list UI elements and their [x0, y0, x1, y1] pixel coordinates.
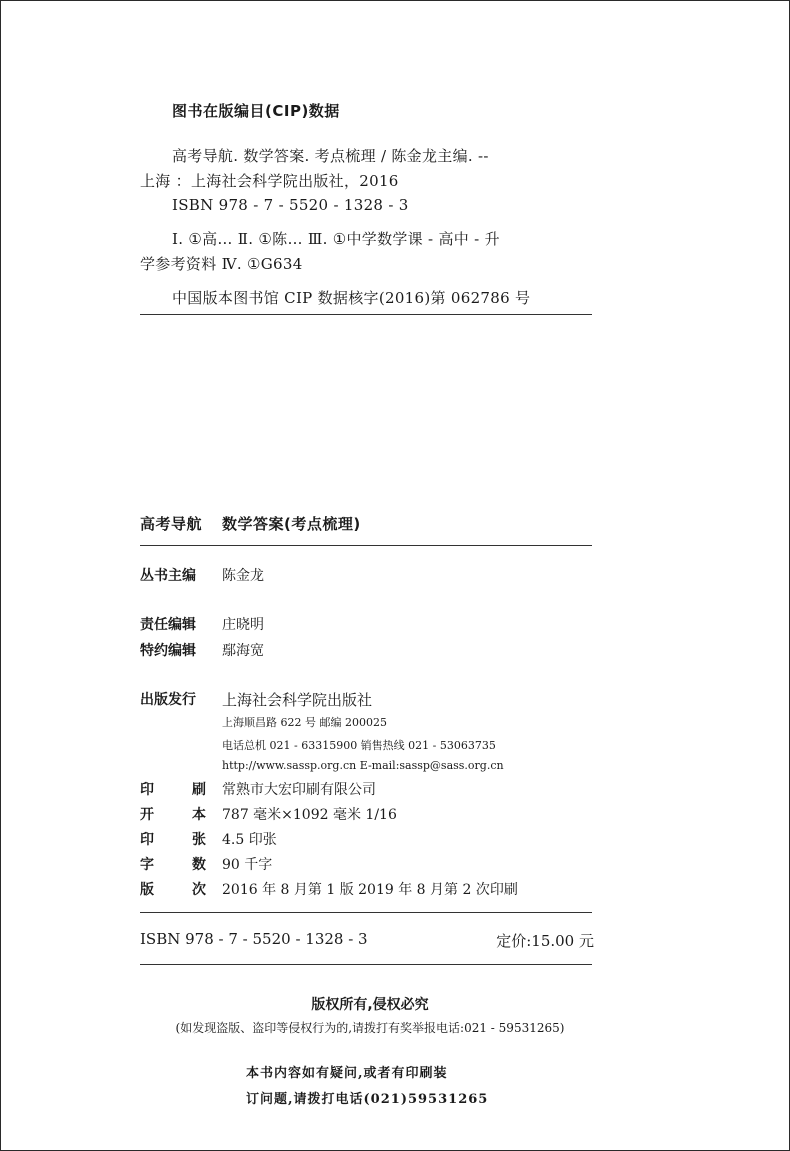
- publisher-web: http://www.sassp.org.cn E-mail:sassp@sass.org.cn: [222, 759, 504, 772]
- printer-label: [140, 779, 206, 799]
- footer-isbn: ISBN 978 - 7 - 5520 - 1328 - 3: [140, 930, 368, 948]
- cip-isbn: ISBN 978 - 7 - 5520 - 1328 - 3: [172, 196, 409, 214]
- cip-line-1: 高考导航. 数学答案. 考点梳理 / 陈金龙主编. --: [172, 147, 489, 165]
- printer-label-char-1: 印: [140, 782, 154, 798]
- publisher-name: 上海社会科学院出版社: [222, 691, 373, 709]
- cip-title: 图书在版编目(CIP)数据: [172, 102, 340, 120]
- edition: 2016 年 8 月第 1 版 2019 年 8 月第 2 次印刷: [222, 882, 518, 898]
- sheets-label: [140, 829, 206, 849]
- editor-in-chief-label: 丛书主编: [140, 568, 196, 584]
- copyright-notice: 版权所有,侵权必究: [311, 997, 429, 1013]
- words-label-char-1: 字: [140, 857, 154, 873]
- responsible-editor: 庄晓明: [222, 617, 264, 633]
- words-label: [140, 854, 206, 874]
- editor-in-chief: 陈金龙: [222, 568, 264, 584]
- format-label: [140, 804, 206, 824]
- responsible-editor-label: 责任编辑: [140, 617, 196, 633]
- special-editor-label: 特约编辑: [140, 643, 196, 659]
- footer-divider: [140, 964, 592, 965]
- publisher-label: 出版发行: [140, 692, 196, 708]
- edition-label-char-2: 次: [192, 882, 206, 898]
- piracy-report-line: (如发现盗版、盗印等侵权行为的,请拨打有奖举报电话:021 - 59531265): [175, 1021, 565, 1035]
- cip-classification-2: 学参考资料 Ⅳ. ①G634: [140, 255, 303, 273]
- price: 定价:15.00 元: [496, 932, 594, 950]
- title-divider: [140, 545, 592, 546]
- words: 90 千字: [222, 857, 273, 873]
- cip-line-2: 上海 ：上海社会科学院出版社，2016: [140, 172, 399, 190]
- sheets: 4.5 印张: [222, 832, 277, 848]
- format: 787 毫米×1092 毫米 1/16: [222, 807, 397, 823]
- cip-record-number: 中国版本图书馆 CIP 数据核字(2016)第 062786 号: [172, 289, 531, 307]
- publisher-phone: 电话总机 021 - 63315900 销售热线 021 - 53063735: [222, 739, 496, 752]
- book-series: 高考导航: [140, 515, 203, 533]
- quality-notice-line-2: 订问题,请拨打电话(021)59531265: [246, 1092, 489, 1107]
- edition-label: [140, 879, 206, 899]
- sheets-label-char-2: 张: [192, 832, 206, 848]
- publisher-address: 上海顺昌路 622 号 邮编 200025: [222, 716, 387, 729]
- sheets-label-char-1: 印: [140, 832, 154, 848]
- book-title: 数学答案(考点梳理): [222, 515, 361, 533]
- cip-classification-1: Ⅰ. ①高… Ⅱ. ①陈… Ⅲ. ①中学数学课 - 高中 - 升: [172, 230, 500, 248]
- cip-divider: [140, 314, 592, 315]
- spec-divider: [140, 912, 592, 913]
- edition-label-char-1: 版: [140, 882, 154, 898]
- format-label-char-2: 本: [192, 807, 206, 823]
- printer-label-char-2: 刷: [192, 782, 206, 798]
- words-label-char-2: 数: [192, 857, 206, 873]
- format-label-char-1: 开: [140, 807, 154, 823]
- quality-notice-line-1: 本书内容如有疑问,或者有印刷装: [246, 1066, 448, 1081]
- special-editor: 鄢海宽: [222, 643, 264, 659]
- printer: 常熟市大宏印刷有限公司: [222, 782, 376, 798]
